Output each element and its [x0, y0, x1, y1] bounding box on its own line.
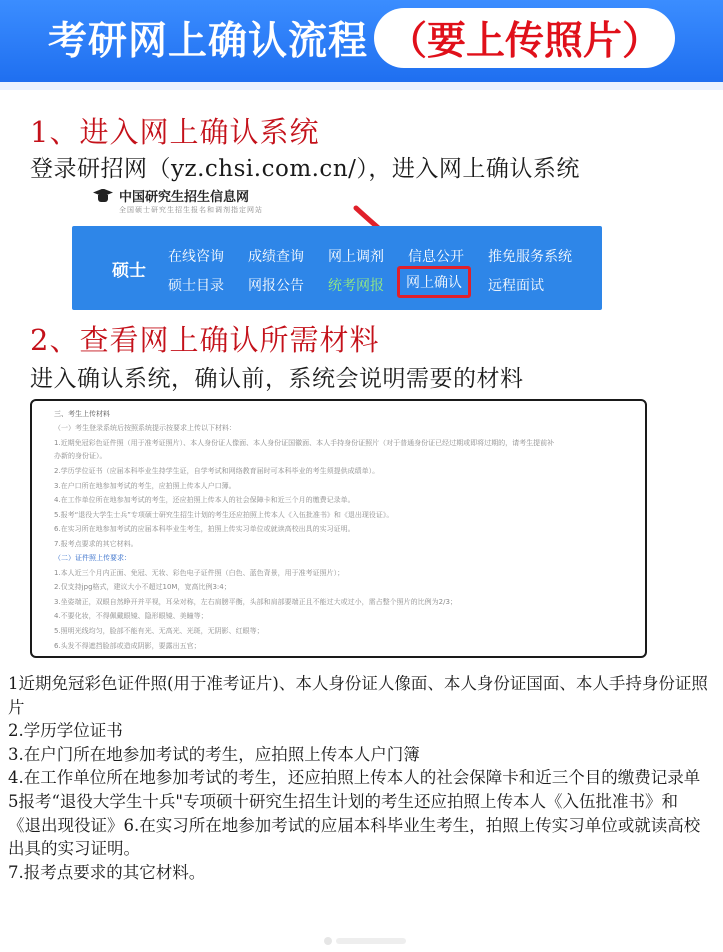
- chsi-logo: [92, 186, 249, 205]
- doc-line: 3.坐姿端正，双眼自然睁开并平视，耳朵对称，左右肩膀平衡，头部和肩部要端正且不能过大或过小，需占整个照片的比例为2/3；: [54, 598, 457, 606]
- doc-line: 4.在工作单位所在地参加考试的考生，还应拍照上传本人的社会保障卡和近三个月的缴费记录单。: [54, 496, 355, 504]
- doc-line: 7.报考点要求的其它材料。: [54, 540, 138, 548]
- nav-item-remote-interview[interactable]: 远程面试: [488, 278, 544, 294]
- nav-item-unified-exam-registration[interactable]: 统考网报: [328, 278, 384, 294]
- doc-line: 3.在户口所在地参加考试的考生，应拍照上传本人户口簿。: [54, 482, 236, 490]
- watermark-icon: [322, 935, 412, 947]
- doc-line: 4.不要化妆，不得佩戴眼镜、隐形眼镜、美瞳等；: [54, 612, 208, 620]
- doc-line: 三、考生上传材料: [54, 410, 110, 418]
- chsi-site-name: 中国研究生招生信息网: [119, 190, 250, 205]
- nav-item-exempt-system[interactable]: 推免服务系统: [488, 249, 572, 265]
- nav-item-registration-notice[interactable]: 网报公告: [248, 278, 304, 294]
- doc-line: 6.在实习所在地参加考试的应届本科毕业生考生，拍照上传实习单位或就读高校出具的实习证明。: [54, 525, 355, 533]
- list-item: 7.报考点要求的其它材料。: [8, 862, 206, 882]
- list-item: 4.在工作单位所在地参加考试的考生，还应拍照上传本人的社会保障卡和近三个目的缴费记录单: [8, 768, 701, 788]
- step1-heading: 1、进入网上确认系统: [30, 115, 320, 149]
- doc-line: 5.报考“退役大学生士兵”专项硕士研究生招生计划的考生还应拍照上传本人《入伍批准书》和《退出现役证》。: [54, 511, 394, 519]
- title-underline: [0, 82, 723, 90]
- title-highlight: （要上传照片）: [374, 8, 675, 68]
- list-item: 1近期免冠彩色证件照(用于准考证片)、本人身份证人像面、本人身份证国面、本人手持身份证照片: [8, 674, 708, 717]
- nav-item-online-adjust[interactable]: 网上调剂: [328, 249, 384, 265]
- page-title: 考研网上确认流程: [47, 19, 368, 64]
- doc-line: 5.照明光线均匀，脸部不能有光、无高光、光斑，无阴影、红眼等；: [54, 627, 264, 635]
- doc-line: 办新的身份证）。: [54, 452, 107, 460]
- title-banner: [0, 0, 723, 82]
- nav-item-online-consult[interactable]: 在线咨询: [168, 249, 224, 265]
- requirements-document: [30, 399, 647, 658]
- list-item: 2.学历学位证书: [8, 721, 123, 741]
- step2-text: 进入确认系统，确认前，系统会说明需要的材料: [30, 366, 524, 392]
- nav-item-info-public[interactable]: 信息公开: [408, 249, 464, 265]
- doc-line: （一）考生登录系统后按照系统提示按要求上传以下材料：: [54, 424, 236, 432]
- materials-list: [8, 672, 708, 884]
- step2-heading: 2、查看网上确认所需材料: [30, 323, 380, 357]
- doc-line: 1.近期免冠彩色证件照（用于准考证照片）、本人身份证人像面、本人身份证国徽面、本人手持身份证照片（对于普通身份证已经过期或即将过期的，请考生提前补: [54, 439, 555, 447]
- nav-item-score-query[interactable]: 成绩查询: [248, 249, 304, 265]
- list-item: 3.在户门所在地参加考试的考生，应拍照上传本人户门簿: [8, 744, 420, 764]
- doc-line: 2.仅支持jpg格式，建议大小不超过10M，宽高比例3:4；: [54, 583, 231, 591]
- doc-line: 2.学历学位证书（应届本科毕业生持学生证，自学考试和网络教育届时可本科毕业的考生须提供成绩单）。: [54, 467, 380, 475]
- graduation-cap-icon: [92, 189, 114, 203]
- doc-line: （二）证件照上传要求：: [54, 554, 131, 562]
- nav-item-online-confirm[interactable]: 网上确认: [397, 266, 471, 298]
- chsi-site-subtitle: 全国硕士研究生招生报名和调剂指定网站: [119, 206, 263, 214]
- doc-line: 6.头发不得遮挡脸部或造成阴影，要露出五官；: [54, 642, 201, 650]
- doc-line: 1.本人近三个月内正面、免冠、无妆、彩色电子证件照（白色、蓝色背景，用于准考证照片）；: [54, 569, 345, 577]
- chsi-nav-panel: [72, 226, 602, 310]
- list-item: 5报考“退役大学生十兵"专项硕十研究生招生计划的考生还应拍照上传本人《入伍批准书》和《退出现役证》6.在实习所在地参加考试的应届本科毕业生考生，拍照上传实习单位或就读高校出具的实习证明。: [8, 791, 701, 859]
- nav-item-master-catalog[interactable]: 硕士目录: [168, 278, 224, 294]
- step1-text: 登录研招网（yz.chsi.com.cn/），进入网上确认系统: [30, 156, 580, 182]
- nav-category: 硕士: [112, 261, 146, 281]
